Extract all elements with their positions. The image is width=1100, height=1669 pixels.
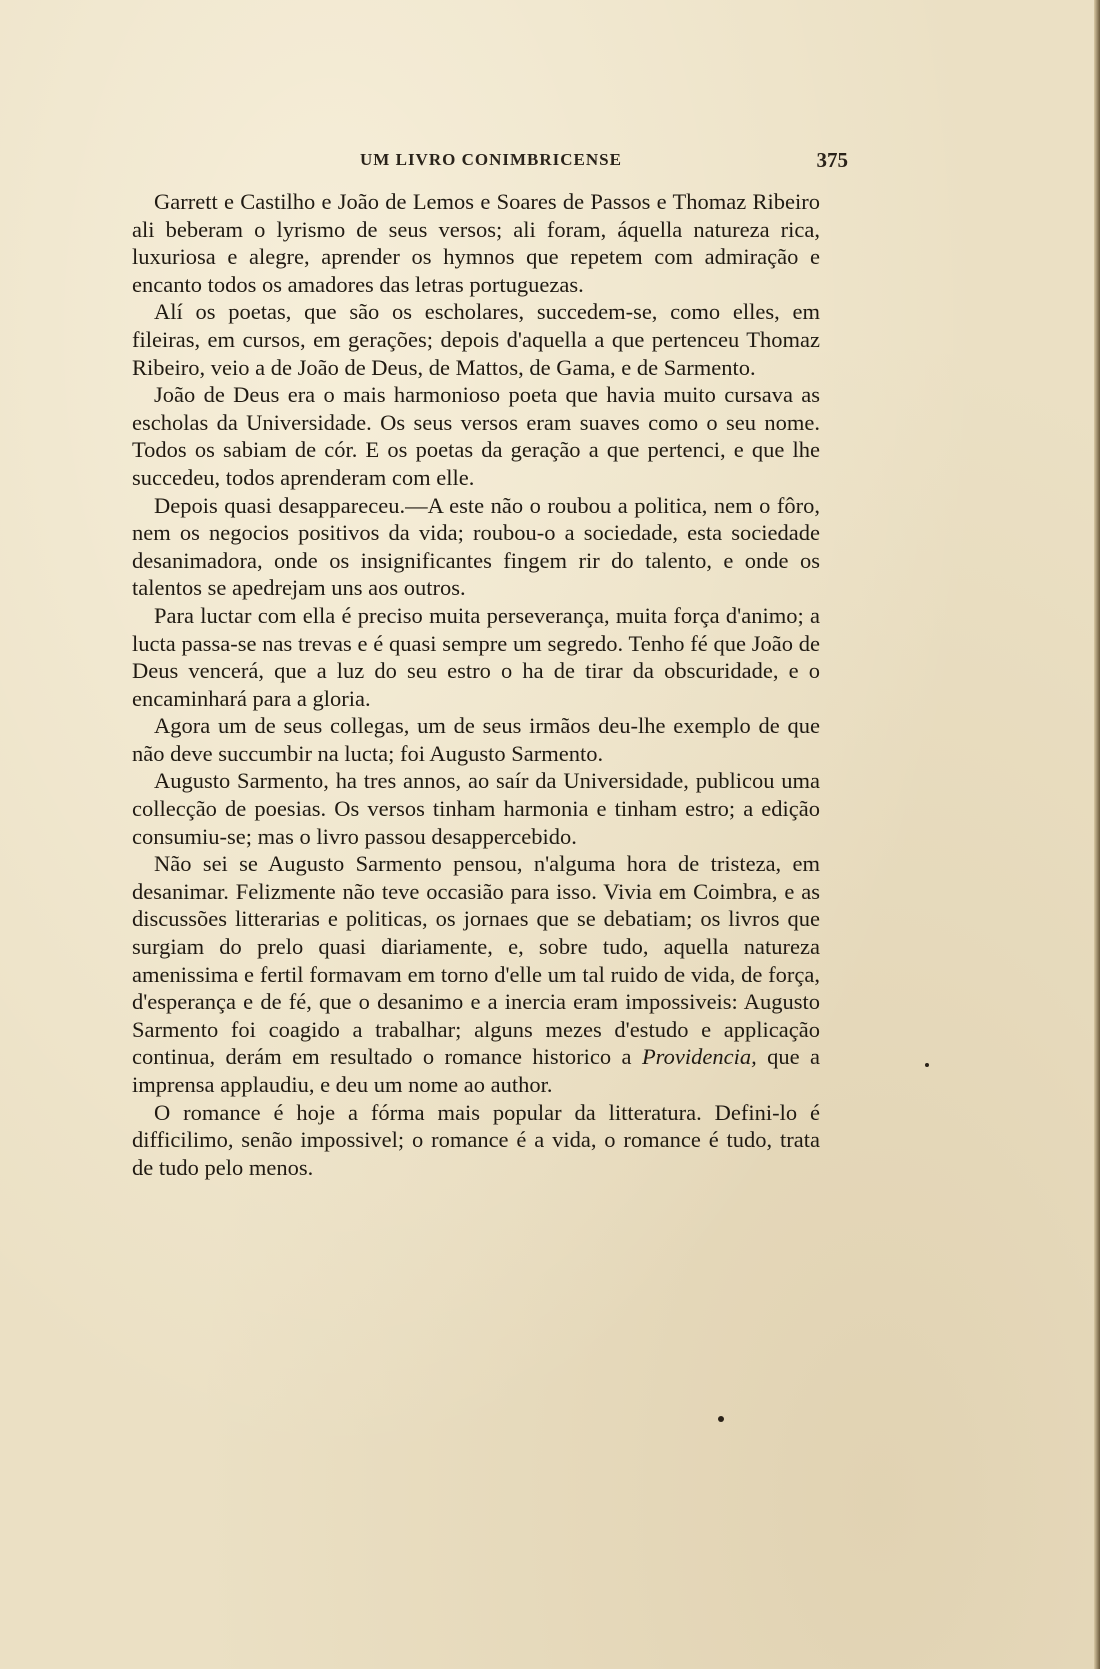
paragraph-text-continued: que a imprensa applaudiu, e deu um nome ao author. (132, 1044, 820, 1097)
paragraph-text: Não sei se Augusto Sarmento pensou, n'alguma hora de tristeza, em desanimar. Felizmente não teve occasião para isso. Vivia em Coimbra, e as discussões litterarias e politicas, os jornaes que se debatiam; os livros que surgiam do prelo quasi diariamente, e, sobre tudo, aquella natureza amenissima e fertil formavam em torno d'elle um tal ruido de vida, de força, d'esperança e de fé, que o desanimo e a inercia eram impossiveis: Augusto Sarmento foi coagido a trabalhar; alguns mezes d'estudo e applicação continua, derám em resultado o romance historico a (132, 851, 820, 1070)
paragraph: Para luctar com ella é preciso muita perseverança, muita força d'animo; a lucta passa-se nas trevas e é quasi sempre um segredo. Tenho fé que João de Deus vencerá, que a luz do seu estro o ha de tirar da obscuridade, e o encaminhará para a gloria. (132, 602, 820, 711)
paragraph: Garrett e Castilho e João de Lemos e Soares de Passos e Thomaz Ribeiro ali beberam o lyrismo de seus versos; ali foram, áquella natureza rica, luxuriosa e alegre, aprender os hymnos que repetem com admiração e encanto todos os amadores das letras portuguezas. (132, 189, 820, 297)
paragraph: Agora um de seus collegas, um de seus irmãos deu-lhe exemplo de que não deve succumbir na lucta; foi Augusto Sarmento. (132, 713, 820, 766)
paragraph: O romance é hoje a fórma mais popular da litteratura. Defini-lo é difficilimo, senão impossivel; o romance é a vida, o romance é tudo, trata de tudo pelo menos. (132, 1099, 820, 1180)
ink-speck (925, 1063, 929, 1067)
paragraph: Depois quasi desappareceu.—A este não o roubou a politica, nem o fôro, nem os negocios positivos da vida; roubou-o a sociedade, esta sociedade desanimadora, onde os insignificantes fingem rir do talento, e onde os talentos se apedrejam uns aos outros. (132, 492, 820, 601)
page-edge (1094, 0, 1100, 1669)
paragraph (132, 850, 820, 1098)
paragraph: João de Deus era o mais harmonioso poeta que havia muito cursava as escholas da Universidade. Os seus versos eram suaves como o seu nome. Todos os sabiam de cór. E os poetas da geração a que pertenci, e que lhe succedeu, todos aprenderam com elle. (132, 382, 820, 490)
body-text (132, 188, 820, 1181)
paragraph: Augusto Sarmento, ha tres annos, ao saír da Universidade, publicou uma collecção de poesias. Os versos tinham harmonia e tinham estro; a edição consumiu-se; mas o livro passou desappercebido. (132, 768, 820, 849)
paragraph: Alí os poetas, que são os escholares, succedem-se, como elles, em fileiras, em cursos, em gerações; depois d'aquella a que pertenceu Thomaz Ribeiro, veio a de João de Deus, de Mattos, de Gama, e de Sarmento. (132, 299, 820, 380)
running-title: UM LIVRO CONIMBRICENSE (360, 150, 622, 169)
running-head (134, 150, 848, 176)
page-number: 375 (816, 148, 848, 172)
ink-speck (718, 1416, 724, 1422)
book-title-italic: Providencia, (641, 1044, 757, 1070)
